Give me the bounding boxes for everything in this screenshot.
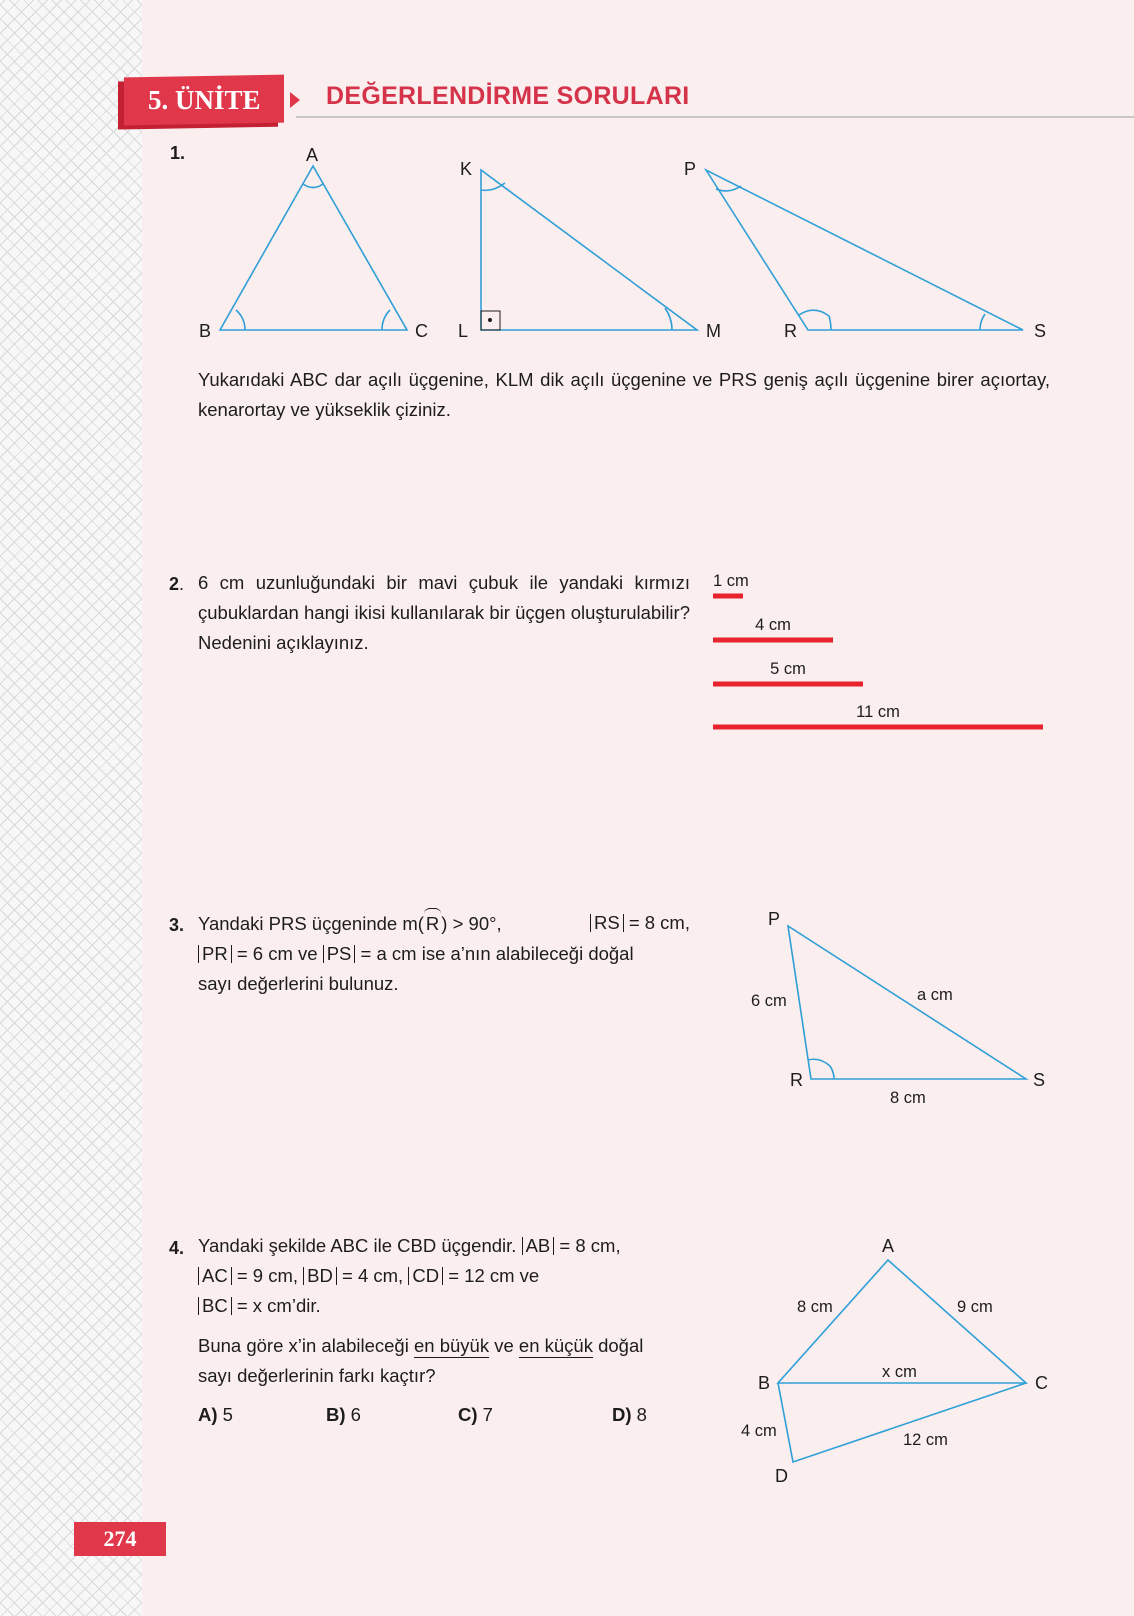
q4-q-and: ve — [494, 1335, 514, 1356]
q4-line-1 — [198, 1231, 698, 1261]
q4-en-buyuk: en büyük — [413, 1335, 490, 1356]
q2-text: 6 cm uzunluğundaki bir mavi çubuk ile yandaki kırmızı çubuklardan hangi ikisi kullanılarak bir üçgen oluşturulabilir? Nedenini açıklayınız. — [198, 572, 690, 653]
angle-r-arc — [799, 310, 831, 330]
label-p: P — [684, 159, 697, 179]
q4-length-ab: 8 cm — [797, 1298, 833, 1316]
q4-label-d: D — [775, 1466, 788, 1486]
q4-line2-a: = 9 cm, — [236, 1265, 299, 1286]
q3-angle-r-arc — [808, 1059, 834, 1079]
q3-abs-pr: PR — [198, 945, 232, 963]
angle-c-arc — [382, 310, 390, 330]
option-c-value: 7 — [482, 1404, 493, 1425]
label-l: L — [458, 321, 469, 341]
q4-length-cd: 12 cm — [903, 1431, 948, 1449]
q3-triangle — [788, 926, 1026, 1079]
q4-line1-b: = 8 cm, — [559, 1235, 621, 1256]
option-c-key: C) — [458, 1404, 478, 1425]
q3-line1-c-text: = 8 cm, — [628, 912, 690, 933]
label-k: K — [460, 159, 473, 179]
q3-abs-ps: PS — [323, 945, 356, 963]
angle-a-arc — [303, 184, 323, 188]
q3-line1-b-text: ) > 90°, — [441, 913, 502, 934]
q4-line-2 — [198, 1261, 698, 1291]
q4-abs-ab: AB — [522, 1237, 555, 1255]
option-b-key: B) — [326, 1404, 346, 1425]
q4-line3-a: = x cm’dir. — [236, 1295, 321, 1316]
q4-label-c: C — [1035, 1373, 1048, 1393]
triangle-prs-shape — [706, 170, 1023, 330]
q3-text — [198, 908, 690, 999]
q2-number: 2. — [169, 574, 185, 594]
triangle-prs — [706, 170, 1023, 330]
angle-s-arc — [980, 314, 985, 330]
rod-label-11cm: 11 cm — [856, 703, 900, 721]
page-number: 274 — [74, 1522, 166, 1556]
option-a[interactable] — [198, 1404, 233, 1426]
q4-label-a: A — [882, 1236, 895, 1256]
q4-length-bc: x cm — [882, 1363, 917, 1381]
rod-label-1cm: 1 cm — [713, 572, 749, 590]
q3-line-1 — [198, 908, 690, 939]
option-d[interactable] — [612, 1404, 647, 1426]
q4-length-bd: 4 cm — [741, 1422, 777, 1440]
rod-label-5cm: 5 cm — [770, 660, 806, 678]
label-m: M — [706, 321, 721, 341]
option-d-value: 8 — [636, 1404, 647, 1425]
q4-q-b: doğal — [598, 1335, 644, 1356]
label-s: S — [1034, 321, 1047, 341]
q3-line-2 — [198, 939, 690, 969]
q3-length-ps: a cm — [917, 986, 953, 1004]
q3-label-s: S — [1033, 1070, 1046, 1090]
label-r: R — [784, 321, 797, 341]
q4-text — [198, 1231, 698, 1321]
triangle-abc-shape — [220, 166, 407, 330]
q1-text: Yukarıdaki ABC dar açılı üçgenine, KLM dik açılı üçgenine ve PRS geniş açılı üçgenine birer açıortay, kenarortay ve yükseklik çiziniz. — [198, 369, 1050, 420]
q4-abs-ac: AC — [198, 1267, 232, 1285]
q1-number: 1. — [170, 143, 186, 163]
q4-abs-cd: CD — [408, 1267, 443, 1285]
q3-triangle-shape — [788, 926, 1026, 1079]
triangle-klm-shape — [481, 170, 697, 330]
q3-line1-a — [198, 908, 502, 939]
right-angle-dot — [488, 318, 492, 322]
option-c[interactable] — [458, 1404, 493, 1426]
q3-line2-a-text: = 6 cm ve — [236, 943, 318, 964]
q3-length-rs: 8 cm — [890, 1089, 926, 1107]
red-rods — [713, 572, 1043, 727]
q4-question — [198, 1331, 698, 1391]
q4-line-3 — [198, 1291, 698, 1321]
rod-label-4cm: 4 cm — [755, 616, 791, 634]
q3-abs-rs: RS — [590, 914, 624, 932]
option-a-key: A) — [198, 1404, 218, 1425]
label-a: A — [306, 145, 319, 165]
q4-question-line-2: sayı değerlerinin farkı kaçtır? — [198, 1365, 436, 1386]
angle-b-arc — [236, 310, 245, 330]
q3-line1-c — [590, 908, 690, 939]
label-c: C — [415, 321, 428, 341]
q3-line2-b-text: = a cm ise a’nın alabileceği doğal — [360, 943, 634, 964]
q4-number: 4. — [169, 1238, 185, 1258]
q4-label-b: B — [758, 1373, 771, 1393]
q3-number: 3. — [169, 915, 185, 935]
option-b[interactable] — [326, 1404, 361, 1426]
triangle-abc — [220, 166, 407, 330]
label-b: B — [199, 321, 212, 341]
q4-triangle-cbd — [778, 1383, 1026, 1462]
q4-line2-c: = 12 cm ve — [448, 1265, 540, 1286]
q4-en-kucuk: en küçük — [518, 1335, 593, 1356]
triangle-klm — [481, 170, 697, 330]
q4-line1-a: Yandaki şekilde ABC ile CBD üçgendir. — [198, 1235, 517, 1256]
q3-label-p: P — [768, 909, 781, 929]
option-d-key: D) — [612, 1404, 632, 1425]
q4-abs-bd: BD — [303, 1267, 337, 1285]
q4-question-line-1 — [198, 1331, 698, 1361]
option-b-value: 6 — [350, 1404, 361, 1425]
q4-line2-b: = 4 cm, — [342, 1265, 404, 1286]
angle-k-arc — [481, 183, 505, 190]
q4-figure — [778, 1260, 1026, 1462]
page-title: DEĞERLENDİRME SORULARI — [326, 82, 690, 110]
angle-p-arc — [716, 186, 741, 191]
angle-r-hat: R — [424, 908, 441, 939]
q4-q-a: Buna göre x’in alabileceği — [198, 1335, 409, 1356]
q4-abs-bc: BC — [198, 1297, 232, 1315]
option-a-value: 5 — [222, 1404, 233, 1425]
unit-label: 5. ÜNİTE — [147, 84, 261, 115]
q3-length-pr: 6 cm — [751, 992, 787, 1010]
q3-label-r: R — [790, 1070, 803, 1090]
q4-length-ac: 9 cm — [957, 1298, 993, 1316]
q3-line1-a-text: Yandaki PRS üçgeninde m( — [198, 913, 424, 934]
q2-number-text: 2 — [169, 574, 180, 594]
q3-line-3: sayı değerlerini bulunuz. — [198, 973, 399, 994]
